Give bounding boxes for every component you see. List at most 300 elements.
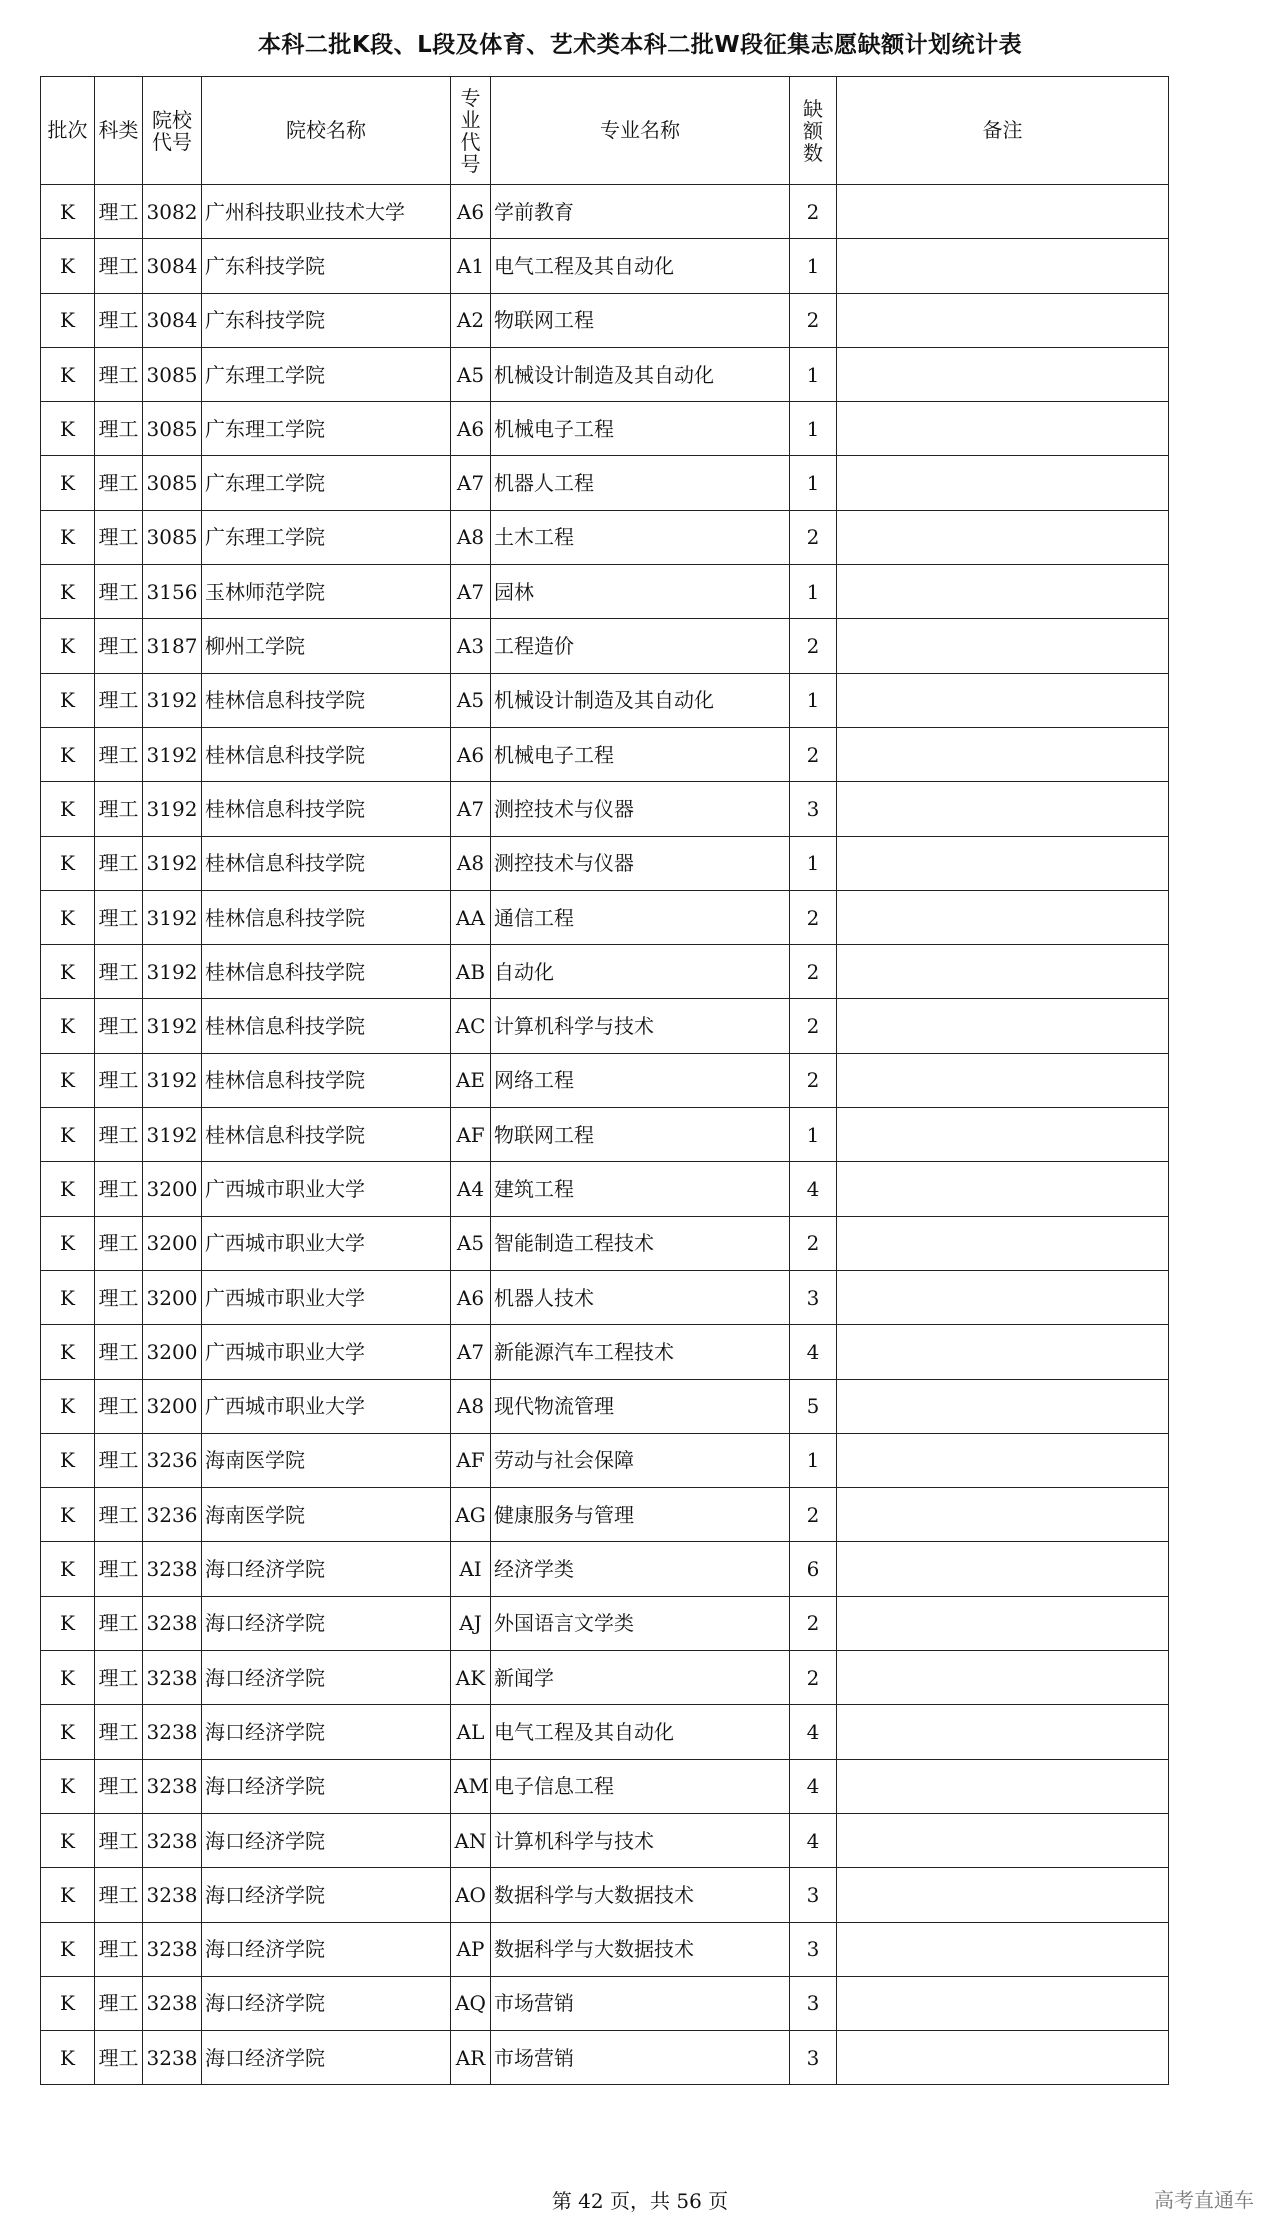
header-school-code [143, 77, 202, 185]
cell-major-name: 数据科学与大数据技术 [491, 1868, 790, 1922]
table-row [41, 1922, 1169, 1976]
cell-note [837, 782, 1169, 836]
header-batch: 批次 [41, 77, 95, 185]
cell-school-code: 3082 [143, 185, 202, 239]
cell-type: 理工 [95, 999, 143, 1053]
cell-major-code: A5 [451, 673, 491, 727]
cell-type: 理工 [95, 945, 143, 999]
cell-batch: K [41, 1596, 95, 1650]
cell-note [837, 185, 1169, 239]
cell-major-name: 机械电子工程 [491, 727, 790, 781]
cell-gap: 1 [790, 347, 837, 401]
header-note: 备注 [837, 77, 1169, 185]
cell-batch: K [41, 1325, 95, 1379]
header-major-name: 专业名称 [491, 77, 790, 185]
cell-major-name: 机械电子工程 [491, 402, 790, 456]
cell-note [837, 945, 1169, 999]
cell-major-code: AN [451, 1813, 491, 1867]
table-row [41, 619, 1169, 673]
cell-school-code: 3192 [143, 836, 202, 890]
cell-major-name: 计算机科学与技术 [491, 999, 790, 1053]
cell-major-name: 新闻学 [491, 1651, 790, 1705]
page-number: 第 42 页，共 56 页 [551, 2189, 729, 2213]
cell-type: 理工 [95, 402, 143, 456]
cell-major-name: 外国语言文学类 [491, 1596, 790, 1650]
cell-gap: 2 [790, 1053, 837, 1107]
table-row [41, 836, 1169, 890]
cell-gap: 2 [790, 890, 837, 944]
cell-school-code: 3084 [143, 239, 202, 293]
cell-school-code: 3192 [143, 1108, 202, 1162]
cell-note [837, 1270, 1169, 1324]
cell-type: 理工 [95, 510, 143, 564]
cell-school-name: 广东理工学院 [202, 402, 451, 456]
cell-type: 理工 [95, 456, 143, 510]
cell-gap: 1 [790, 1108, 837, 1162]
cell-school-code: 3238 [143, 2031, 202, 2085]
cell-batch: K [41, 1488, 95, 1542]
cell-note [837, 1705, 1169, 1759]
cell-major-name: 市场营销 [491, 1976, 790, 2030]
cell-major-code: A2 [451, 293, 491, 347]
cell-batch: K [41, 1651, 95, 1705]
cell-major-name: 数据科学与大数据技术 [491, 1922, 790, 1976]
cell-school-code: 3187 [143, 619, 202, 673]
page-title: 本科二批K段、L段及体育、艺术类本科二批W段征集志愿缺额计划统计表 [257, 32, 1023, 58]
cell-note [837, 1108, 1169, 1162]
cell-batch: K [41, 565, 95, 619]
cell-school-code: 3192 [143, 1053, 202, 1107]
table-row [41, 1651, 1169, 1705]
cell-major-name: 劳动与社会保障 [491, 1433, 790, 1487]
cell-major-name: 市场营销 [491, 2031, 790, 2085]
cell-school-code: 3238 [143, 1596, 202, 1650]
cell-major-name: 自动化 [491, 945, 790, 999]
cell-batch: K [41, 1216, 95, 1270]
cell-school-name: 海口经济学院 [202, 1759, 451, 1813]
cell-school-code: 3236 [143, 1488, 202, 1542]
cell-gap: 4 [790, 1325, 837, 1379]
cell-major-name: 经济学类 [491, 1542, 790, 1596]
cell-type: 理工 [95, 293, 143, 347]
table-row [41, 1488, 1169, 1542]
cell-school-name: 桂林信息科技学院 [202, 999, 451, 1053]
cell-batch: K [41, 890, 95, 944]
cell-note [837, 293, 1169, 347]
cell-type: 理工 [95, 727, 143, 781]
cell-school-name: 玉林师范学院 [202, 565, 451, 619]
cell-major-code: AF [451, 1108, 491, 1162]
cell-school-code: 3238 [143, 1813, 202, 1867]
cell-major-name: 园林 [491, 565, 790, 619]
cell-type: 理工 [95, 1976, 143, 2030]
table-row [41, 1705, 1169, 1759]
cell-major-code: AL [451, 1705, 491, 1759]
cell-major-name: 学前教育 [491, 185, 790, 239]
cell-major-code: A8 [451, 1379, 491, 1433]
cell-gap: 3 [790, 1868, 837, 1922]
table-row [41, 1976, 1169, 2030]
cell-batch: K [41, 1270, 95, 1324]
table-row [41, 1216, 1169, 1270]
cell-gap: 1 [790, 402, 837, 456]
cell-type: 理工 [95, 1922, 143, 1976]
cell-school-code: 3200 [143, 1162, 202, 1216]
cell-gap: 6 [790, 1542, 837, 1596]
header-gap-line: 额 [803, 118, 823, 143]
table-row [41, 1162, 1169, 1216]
table-row [41, 673, 1169, 727]
cell-type: 理工 [95, 1053, 143, 1107]
cell-school-name: 广东科技学院 [202, 293, 451, 347]
cell-major-code: AC [451, 999, 491, 1053]
table-row [41, 1868, 1169, 1922]
cell-batch: K [41, 1053, 95, 1107]
cell-school-code: 3238 [143, 1651, 202, 1705]
cell-school-code: 3192 [143, 673, 202, 727]
cell-major-code: A6 [451, 402, 491, 456]
cell-major-name: 物联网工程 [491, 1108, 790, 1162]
cell-school-code: 3200 [143, 1270, 202, 1324]
cell-major-name: 计算机科学与技术 [491, 1813, 790, 1867]
cell-major-code: AR [451, 2031, 491, 2085]
cell-note [837, 1325, 1169, 1379]
watermark: 高考直通车 [1154, 2188, 1254, 2212]
cell-major-code: A6 [451, 1270, 491, 1324]
cell-note [837, 2031, 1169, 2085]
cell-gap: 4 [790, 1162, 837, 1216]
cell-gap: 2 [790, 1488, 837, 1542]
cell-batch: K [41, 836, 95, 890]
cell-batch: K [41, 1813, 95, 1867]
table-row [41, 890, 1169, 944]
cell-major-code: AK [451, 1651, 491, 1705]
cell-major-code: AP [451, 1922, 491, 1976]
cell-note [837, 239, 1169, 293]
cell-note [837, 673, 1169, 727]
cell-school-name: 桂林信息科技学院 [202, 945, 451, 999]
cell-school-name: 海南医学院 [202, 1488, 451, 1542]
cell-major-code: A1 [451, 239, 491, 293]
table-row [41, 1596, 1169, 1650]
cell-note [837, 1759, 1169, 1813]
cell-batch: K [41, 1759, 95, 1813]
cell-type: 理工 [95, 347, 143, 401]
cell-major-name: 测控技术与仪器 [491, 836, 790, 890]
cell-school-code: 3085 [143, 456, 202, 510]
table-row [41, 347, 1169, 401]
cell-batch: K [41, 1108, 95, 1162]
cell-school-code: 3200 [143, 1379, 202, 1433]
table-row [41, 293, 1169, 347]
table-row [41, 185, 1169, 239]
cell-type: 理工 [95, 1379, 143, 1433]
cell-gap: 1 [790, 456, 837, 510]
cell-batch: K [41, 2031, 95, 2085]
cell-note [837, 1868, 1169, 1922]
header-major-code-line: 专 [460, 85, 481, 110]
cell-school-name: 广东理工学院 [202, 456, 451, 510]
cell-major-code: AI [451, 1542, 491, 1596]
header-major-code [451, 77, 491, 185]
cell-major-name: 工程造价 [491, 619, 790, 673]
cell-type: 理工 [95, 1813, 143, 1867]
cell-school-code: 3236 [143, 1433, 202, 1487]
cell-school-name: 桂林信息科技学院 [202, 836, 451, 890]
table-row [41, 2031, 1169, 2085]
cell-school-code: 3156 [143, 565, 202, 619]
cell-note [837, 1488, 1169, 1542]
cell-note [837, 836, 1169, 890]
header-major-code-line: 业 [460, 107, 481, 132]
cell-school-code: 3192 [143, 782, 202, 836]
table-row [41, 1813, 1169, 1867]
cell-batch: K [41, 999, 95, 1053]
cell-major-code: AJ [451, 1596, 491, 1650]
cell-type: 理工 [95, 1705, 143, 1759]
cell-note [837, 565, 1169, 619]
cell-gap: 3 [790, 1922, 837, 1976]
cell-gap: 3 [790, 1976, 837, 2030]
header-gap [790, 77, 837, 185]
cell-gap: 2 [790, 1651, 837, 1705]
table-row [41, 402, 1169, 456]
cell-major-name: 机械设计制造及其自动化 [491, 673, 790, 727]
header-major-code-line: 代 [460, 129, 481, 154]
cell-batch: K [41, 1705, 95, 1759]
cell-school-code: 3238 [143, 1759, 202, 1813]
cell-major-name: 土木工程 [491, 510, 790, 564]
cell-type: 理工 [95, 890, 143, 944]
cell-batch: K [41, 239, 95, 293]
cell-gap: 3 [790, 2031, 837, 2085]
table-row [41, 1379, 1169, 1433]
cell-major-name: 智能制造工程技术 [491, 1216, 790, 1270]
cell-note [837, 1379, 1169, 1433]
cell-major-code: A7 [451, 456, 491, 510]
table-row [41, 456, 1169, 510]
table-row [41, 510, 1169, 564]
table-row [41, 999, 1169, 1053]
cell-gap: 4 [790, 1759, 837, 1813]
cell-type: 理工 [95, 1325, 143, 1379]
cell-school-name: 桂林信息科技学院 [202, 890, 451, 944]
cell-school-name: 广西城市职业大学 [202, 1216, 451, 1270]
cell-major-code: A3 [451, 619, 491, 673]
cell-major-code: AQ [451, 1976, 491, 2030]
cell-batch: K [41, 510, 95, 564]
cell-major-name: 机器人技术 [491, 1270, 790, 1324]
table-row [41, 1325, 1169, 1379]
cell-gap: 1 [790, 239, 837, 293]
cell-school-code: 3238 [143, 1705, 202, 1759]
cell-major-name: 现代物流管理 [491, 1379, 790, 1433]
cell-type: 理工 [95, 1216, 143, 1270]
header-gap-line: 数 [803, 140, 823, 165]
table-row [41, 727, 1169, 781]
cell-school-code: 3200 [143, 1216, 202, 1270]
cell-school-code: 3192 [143, 999, 202, 1053]
cell-major-name: 健康服务与管理 [491, 1488, 790, 1542]
cell-note [837, 1976, 1169, 2030]
cell-gap: 1 [790, 673, 837, 727]
cell-school-name: 海口经济学院 [202, 1813, 451, 1867]
cell-major-code: A6 [451, 185, 491, 239]
quota-table [40, 76, 1169, 2085]
cell-note [837, 1162, 1169, 1216]
cell-type: 理工 [95, 1108, 143, 1162]
cell-school-name: 广西城市职业大学 [202, 1270, 451, 1324]
cell-note [837, 1651, 1169, 1705]
cell-batch: K [41, 185, 95, 239]
cell-major-code: AO [451, 1868, 491, 1922]
cell-major-code: A8 [451, 510, 491, 564]
cell-school-name: 桂林信息科技学院 [202, 1053, 451, 1107]
cell-major-code: AA [451, 890, 491, 944]
table-row [41, 945, 1169, 999]
cell-school-code: 3238 [143, 1542, 202, 1596]
cell-gap: 2 [790, 619, 837, 673]
table-row [41, 565, 1169, 619]
cell-batch: K [41, 1379, 95, 1433]
table-row [41, 1108, 1169, 1162]
cell-batch: K [41, 945, 95, 999]
cell-major-code: A6 [451, 727, 491, 781]
cell-batch: K [41, 293, 95, 347]
cell-type: 理工 [95, 1488, 143, 1542]
header-gap-line: 缺 [803, 96, 823, 121]
cell-note [837, 1053, 1169, 1107]
cell-gap: 4 [790, 1705, 837, 1759]
cell-type: 理工 [95, 1433, 143, 1487]
header-school-name: 院校名称 [202, 77, 451, 185]
cell-gap: 1 [790, 836, 837, 890]
cell-school-name: 广西城市职业大学 [202, 1379, 451, 1433]
cell-major-name: 电气工程及其自动化 [491, 1705, 790, 1759]
cell-major-name: 物联网工程 [491, 293, 790, 347]
cell-note [837, 1813, 1169, 1867]
cell-school-name: 海口经济学院 [202, 1922, 451, 1976]
table-row [41, 1542, 1169, 1596]
cell-school-code: 3238 [143, 1922, 202, 1976]
cell-school-name: 桂林信息科技学院 [202, 782, 451, 836]
cell-batch: K [41, 782, 95, 836]
cell-major-code: A7 [451, 565, 491, 619]
cell-school-code: 3085 [143, 510, 202, 564]
cell-batch: K [41, 1542, 95, 1596]
cell-note [837, 619, 1169, 673]
cell-type: 理工 [95, 1868, 143, 1922]
cell-school-name: 桂林信息科技学院 [202, 727, 451, 781]
cell-school-name: 广东科技学院 [202, 239, 451, 293]
cell-school-name: 广东理工学院 [202, 510, 451, 564]
cell-gap: 2 [790, 999, 837, 1053]
table-row [41, 239, 1169, 293]
cell-school-code: 3192 [143, 727, 202, 781]
cell-major-code: A7 [451, 782, 491, 836]
cell-major-name: 测控技术与仪器 [491, 782, 790, 836]
cell-gap: 4 [790, 1813, 837, 1867]
cell-batch: K [41, 1162, 95, 1216]
cell-school-name: 桂林信息科技学院 [202, 1108, 451, 1162]
cell-school-name: 广西城市职业大学 [202, 1325, 451, 1379]
cell-batch: K [41, 1922, 95, 1976]
cell-major-code: A4 [451, 1162, 491, 1216]
cell-note [837, 456, 1169, 510]
cell-school-name: 海口经济学院 [202, 1542, 451, 1596]
cell-note [837, 1596, 1169, 1650]
cell-major-name: 新能源汽车工程技术 [491, 1325, 790, 1379]
cell-school-name: 海口经济学院 [202, 1596, 451, 1650]
header-school-code-line: 院校 [152, 107, 192, 132]
cell-major-code: AM [451, 1759, 491, 1813]
cell-batch: K [41, 673, 95, 727]
cell-type: 理工 [95, 1596, 143, 1650]
cell-school-code: 3084 [143, 293, 202, 347]
cell-gap: 5 [790, 1379, 837, 1433]
cell-gap: 2 [790, 1216, 837, 1270]
cell-batch: K [41, 727, 95, 781]
cell-type: 理工 [95, 239, 143, 293]
cell-major-name: 机器人工程 [491, 456, 790, 510]
cell-school-name: 广东理工学院 [202, 347, 451, 401]
cell-major-name: 机械设计制造及其自动化 [491, 347, 790, 401]
cell-major-name: 电子信息工程 [491, 1759, 790, 1813]
cell-school-name: 海南医学院 [202, 1433, 451, 1487]
cell-note [837, 347, 1169, 401]
cell-major-name: 通信工程 [491, 890, 790, 944]
cell-gap: 2 [790, 185, 837, 239]
cell-major-code: AG [451, 1488, 491, 1542]
cell-school-name: 柳州工学院 [202, 619, 451, 673]
cell-school-code: 3192 [143, 945, 202, 999]
cell-school-name: 海口经济学院 [202, 1651, 451, 1705]
cell-school-code: 3085 [143, 402, 202, 456]
cell-major-name: 建筑工程 [491, 1162, 790, 1216]
cell-type: 理工 [95, 1162, 143, 1216]
cell-batch: K [41, 1433, 95, 1487]
table-row [41, 1759, 1169, 1813]
cell-school-code: 3085 [143, 347, 202, 401]
cell-batch: K [41, 1868, 95, 1922]
cell-major-name: 网络工程 [491, 1053, 790, 1107]
cell-type: 理工 [95, 185, 143, 239]
cell-batch: K [41, 402, 95, 456]
cell-type: 理工 [95, 836, 143, 890]
header-major-code-line: 号 [460, 151, 481, 176]
cell-gap: 2 [790, 293, 837, 347]
cell-gap: 2 [790, 945, 837, 999]
cell-major-code: A5 [451, 347, 491, 401]
cell-major-code: A8 [451, 836, 491, 890]
cell-type: 理工 [95, 619, 143, 673]
cell-major-code: AB [451, 945, 491, 999]
cell-type: 理工 [95, 1270, 143, 1324]
cell-school-name: 广西城市职业大学 [202, 1162, 451, 1216]
cell-major-code: AE [451, 1053, 491, 1107]
cell-major-code: A7 [451, 1325, 491, 1379]
cell-type: 理工 [95, 673, 143, 727]
cell-batch: K [41, 347, 95, 401]
cell-note [837, 999, 1169, 1053]
cell-note [837, 510, 1169, 564]
cell-type: 理工 [95, 1759, 143, 1813]
cell-batch: K [41, 1976, 95, 2030]
cell-major-name: 电气工程及其自动化 [491, 239, 790, 293]
header-school-code-line: 代号 [152, 129, 192, 154]
cell-major-code: AF [451, 1433, 491, 1487]
cell-school-code: 3200 [143, 1325, 202, 1379]
